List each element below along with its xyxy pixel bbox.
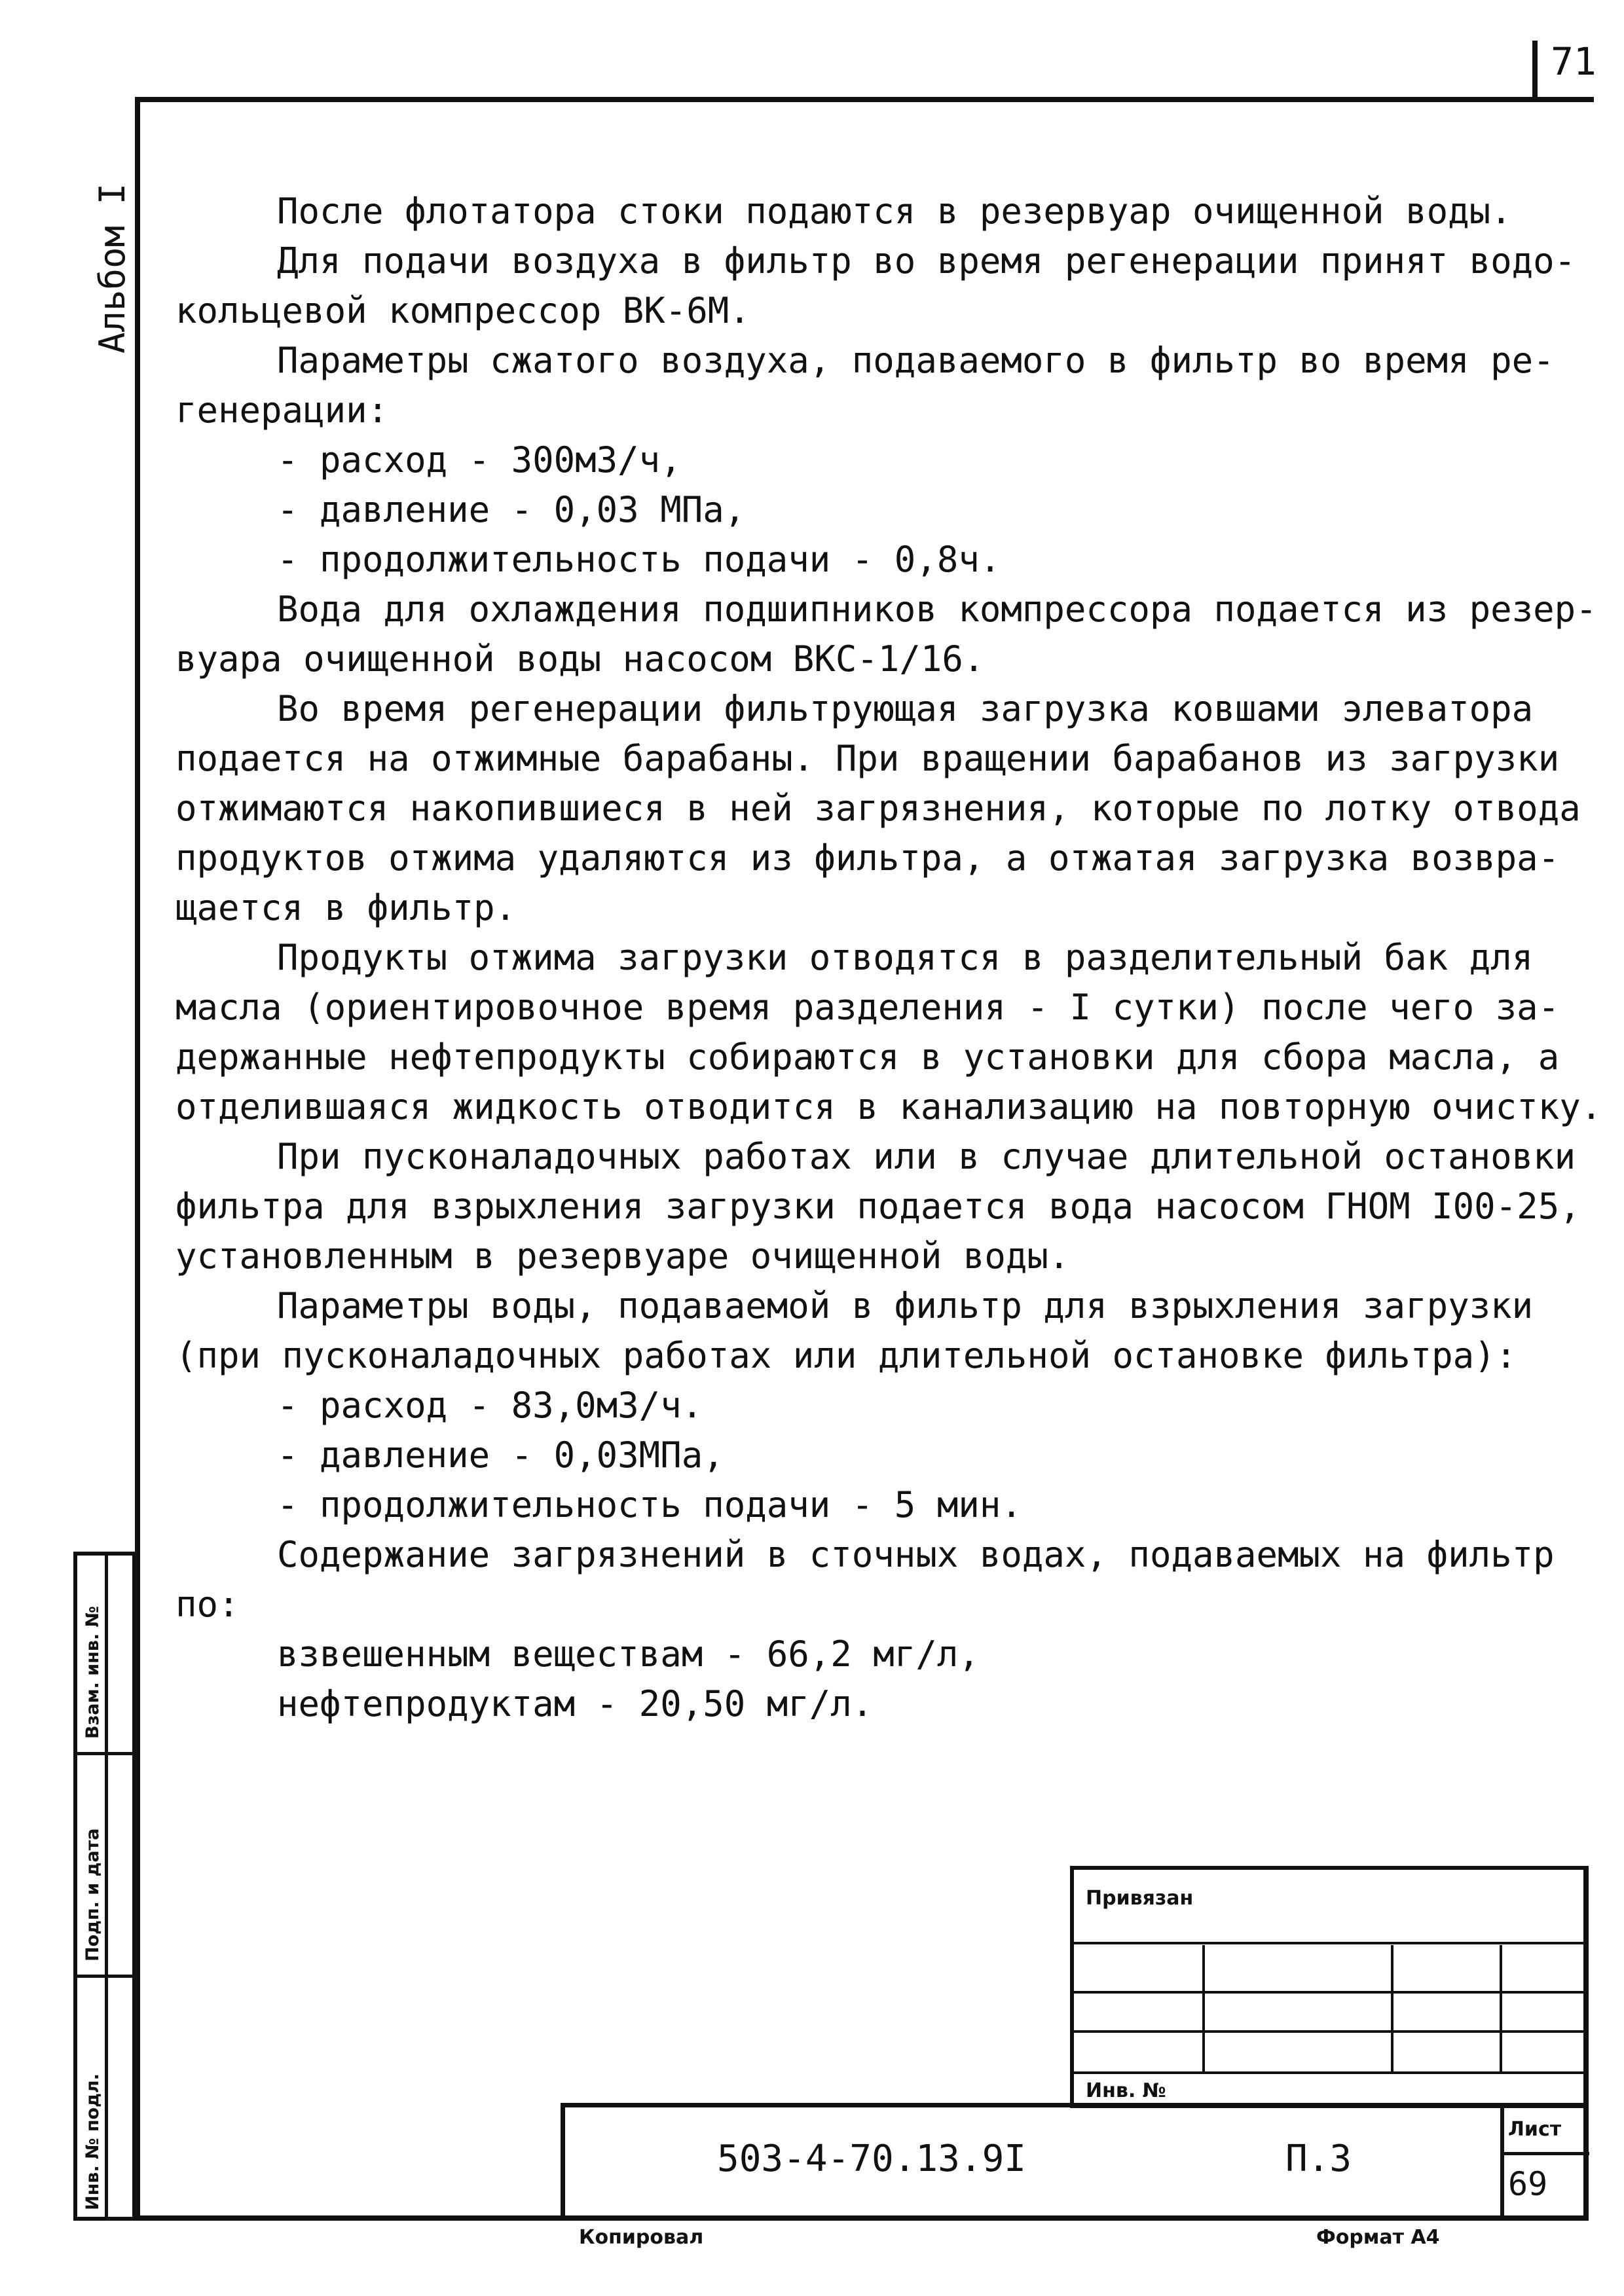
text-line: - продолжительность подачи - 5 мин.: [277, 1484, 1022, 1525]
text-line: щается в фильтр.: [175, 887, 517, 928]
text-line: нефтепродуктам - 20,50 мг/л.: [277, 1683, 874, 1724]
text-line: Продукты отжима загрузки отводятся в разделительный бак для: [277, 937, 1534, 978]
page-number: 71: [1551, 39, 1596, 84]
text-line: - продолжительность подачи - 0,8ч.: [277, 539, 1001, 580]
text-line: При пусконаладочных работах или в случае длительной остановки: [277, 1136, 1576, 1177]
text-line: - расход - 300м3/ч,: [277, 439, 682, 481]
stamp-line: [1074, 1991, 1585, 1994]
text-line: После флотатора стоки подаются в резервуар очищенной воды.: [277, 191, 1512, 232]
text-line: держанные нефтепродукты собираются в установки для сбора масла, а: [175, 1036, 1560, 1078]
text-line: Для подачи воздуха в фильтр во время регенерации принят водо-: [277, 240, 1576, 282]
stamp-line: [1074, 2071, 1585, 2074]
document-body: [175, 187, 1602, 1729]
page-number-bar: [1532, 41, 1538, 100]
text-line: генерации:: [175, 390, 389, 431]
text-line: масла (ориентировочное время разделения - I сутки) после чего за-: [175, 987, 1560, 1028]
sidebar-label-podp-data: Подп. и дата: [83, 1828, 103, 1961]
text-line: отделившаяся жидкость отводится в канализацию на повторную очистку.: [175, 1086, 1602, 1127]
text-line: - расход - 83,0м3/ч.: [277, 1385, 703, 1426]
sidebar-stamp: [73, 1552, 136, 2221]
sheet-label: Лист: [1508, 2118, 1562, 2141]
footer-format: Формат А4: [1316, 2226, 1440, 2249]
sheet-number: 69: [1508, 2165, 1548, 2203]
sidebar-label-vzam-inv: Взам. инв. №: [83, 1605, 103, 1739]
text-line: Вода для охлаждения подшипников компрессора подается из резер-: [277, 589, 1597, 630]
stamp-column-line: [1391, 1945, 1393, 2073]
title-block-divider: [1500, 2107, 1504, 2216]
sidebar-divider: [77, 1752, 132, 1755]
title-block-sheet-line: [1500, 2152, 1589, 2155]
text-line: Параметры воды, подаваемой в фильтр для взрыхления загрузки: [277, 1285, 1534, 1326]
text-line: фильтра для взрыхления загрузки подается вода насосом ГНОМ I00-25,: [175, 1186, 1581, 1227]
text-line: подается на отжимные барабаны. При вращении барабанов из загрузки: [175, 738, 1560, 779]
stamp-line: [1074, 2030, 1585, 2033]
sidebar-label-inv-podl: Инв. № подл.: [83, 2073, 103, 2210]
stamp-label-inv-no: Инв. №: [1086, 2079, 1166, 2102]
album-label: Альбом I: [92, 183, 133, 354]
text-line: установленным в резервуаре очищенной воды.: [175, 1235, 1070, 1277]
stamp-label-privyazan: Привязан: [1086, 1887, 1194, 1910]
text-line: взвешенным веществам - 66,2 мг/л,: [277, 1633, 980, 1675]
title-block: [561, 2103, 1589, 2221]
text-line: по:: [175, 1584, 240, 1625]
text-line: Параметры сжатого воздуха, подаваемого в фильтр во время ре-: [277, 340, 1555, 381]
sidebar-vertical-line: [105, 1556, 108, 2217]
text-line: Содержание загрязнений в сточных водах, подаваемых на фильтр: [277, 1534, 1555, 1575]
stamp-line: [1074, 1942, 1585, 1944]
document-section: П.3: [1285, 2138, 1352, 2180]
text-line: Во время регенерации фильтрующая загрузка ковшами элеватора: [277, 688, 1534, 729]
footer-copied: Копировал: [579, 2226, 704, 2249]
text-line: (при пусконаладочных работах или длительной остановке фильтра):: [175, 1335, 1517, 1376]
stamp-column-line: [1202, 1945, 1205, 2073]
document-code: 503-4-70.13.9I: [717, 2138, 1027, 2180]
text-line: кольцевой компрессор ВК-6М.: [175, 290, 750, 331]
text-line: вуара очищенной воды насосом ВКС-1/16.: [175, 638, 985, 680]
text-line: - давление - 0,03 МПа,: [277, 489, 746, 530]
text-line: - давление - 0,03МПа,: [277, 1434, 724, 1476]
frame-top-border: [139, 97, 1594, 102]
binding-stamp: [1070, 1866, 1589, 2108]
sidebar-divider: [77, 1975, 132, 1978]
stamp-column-line: [1500, 1945, 1502, 2073]
text-line: отжимаются накопившиеся в ней загрязнения, которые по лотку отвода: [175, 788, 1581, 829]
text-line: продуктов отжима удаляются из фильтра, а отжатая загрузка возвра-: [175, 837, 1560, 879]
